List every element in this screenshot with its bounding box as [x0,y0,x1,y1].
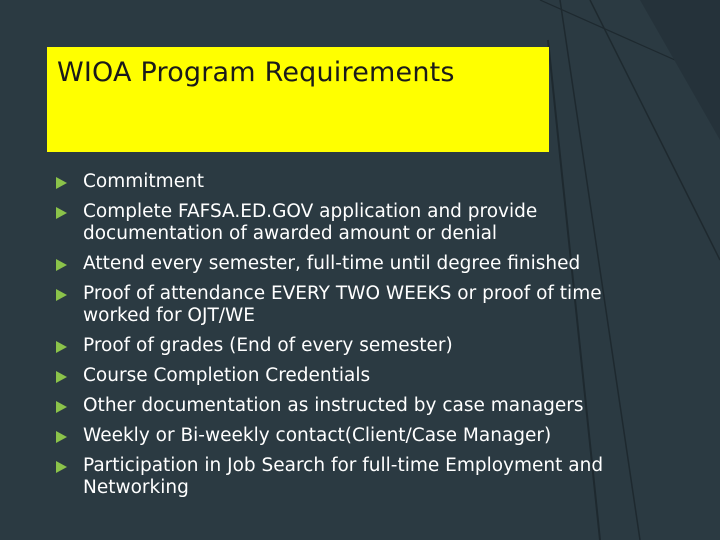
bullet-text: Attend every semester, full-time until degree finished [83,253,581,274]
bullet-item [54,283,664,327]
bullet-text: Other documentation as instructed by case managers [83,395,584,416]
bullet-text: Participation in Job Search for full-time Employment and Networking [83,455,604,498]
title-box [47,47,549,152]
right-triangle-bullet-icon [56,401,67,413]
bullet-item [54,335,664,357]
right-triangle-bullet-icon [56,177,67,189]
right-triangle-bullet-icon [56,207,67,219]
right-triangle-bullet-icon [56,289,67,301]
bullet-item [54,395,664,417]
bullet-text: Complete FAFSA.ED.GOV application and provide documentation of awarded amount or denial [83,201,538,244]
bullet-item [54,365,664,387]
bullet-item [54,171,664,193]
bullet-item [54,425,664,447]
right-triangle-bullet-icon [56,461,67,473]
bullet-item [54,201,664,245]
bullet-text: Weekly or Bi-weekly contact(Client/Case Manager) [83,425,552,446]
slide-title: WIOA Program Requirements [57,57,455,88]
bullet-text: Commitment [83,171,205,192]
bullet-text: Proof of grades (End of every semester) [83,335,453,356]
bullet-text: Proof of attendance EVERY TWO WEEKS or proof of time worked for OJT/WE [83,283,602,326]
deco-shape [640,0,720,140]
bullet-item [54,455,664,499]
right-triangle-bullet-icon [56,371,67,383]
right-triangle-bullet-icon [56,259,67,271]
bullet-text: Course Completion Credentials [83,365,371,386]
right-triangle-bullet-icon [56,341,67,353]
bullet-item [54,253,664,275]
right-triangle-bullet-icon [56,431,67,443]
bullet-list [54,171,664,507]
